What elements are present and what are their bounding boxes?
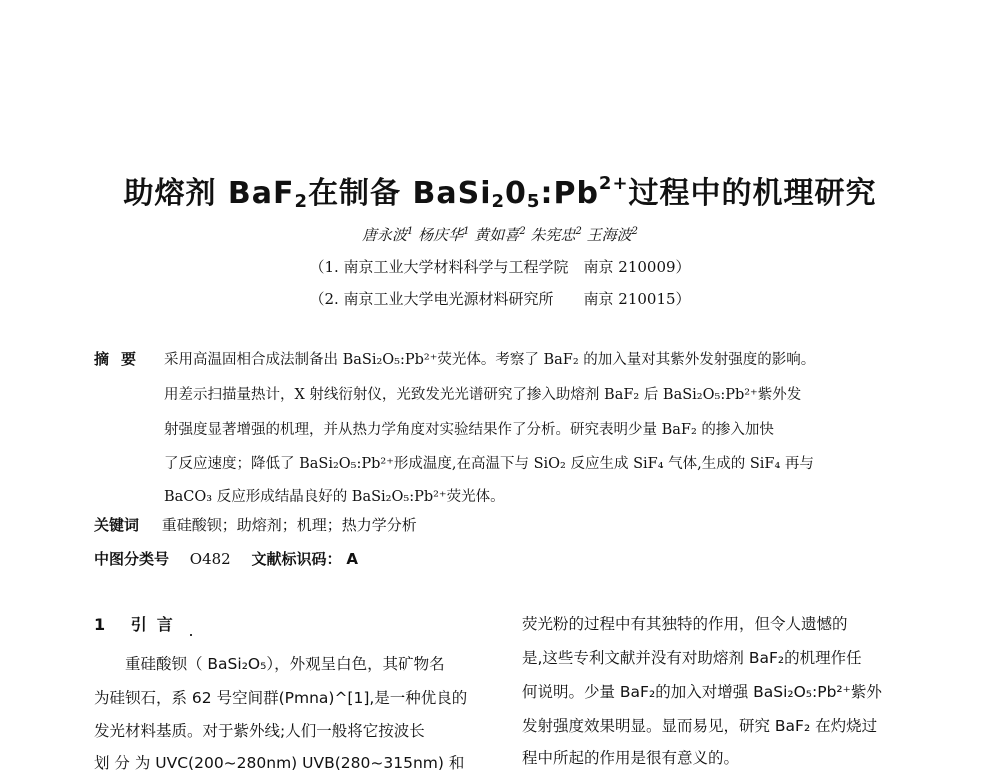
author-list: 唐永波$^1$ 杨庆华$^1$ 黄如喜$^2$ 朱宪忠$^2$ 王海波$^2$: [361, 226, 639, 244]
author-name: 唐永波: [361, 226, 407, 244]
author-name: 杨庆华: [418, 226, 464, 244]
abstract-line: 了反应速度；降低了 BaSi₂O₅:Pb²⁺形成温度,在高温下与 SiO₂ 反应生成 SiF₄ 气体,生成的 SiF₄ 再与: [164, 456, 814, 472]
author-name: 黄如喜: [474, 226, 520, 244]
abstract-line: BaCO₃ 反应形成结晶良好的 BaSi₂O₅:Pb²⁺荧光体。: [164, 489, 505, 505]
body-line-right: 是,这些专利文献并没有对助熔剂 BaF₂的机理作任: [522, 649, 862, 667]
body-line-right: 发射强度效果明显。显而易见，研究 BaF₂ 在灼烧过: [522, 717, 878, 735]
author-name: 朱宪忠: [530, 226, 576, 244]
author-name: 王海波: [586, 226, 632, 244]
keywords: [94, 514, 417, 535]
body-line-left: 重硅酸钡（ BaSi₂O₅），外观呈白色，其矿物名: [94, 655, 445, 673]
body-line-left: 为硅钡石，系 62 号空间群(Pmna)^[1],是一种优良的: [94, 689, 468, 707]
affiliation-1: （1. 南京工业大学材料科学与工程学院 南京 210009）: [309, 258, 691, 276]
body-line-right: 荧光粉的过程中有其独特的作用，但令人遗憾的: [522, 615, 848, 633]
abstract-label: 摘要: [94, 350, 149, 368]
classification-value: O482: [189, 550, 231, 568]
body-line-left: 划 分 为 UVC(200~280nm) UVB(280~315nm) 和: [94, 754, 465, 772]
keywords-value: 重硅酸钡；助熔剂；机理；热力学分析: [161, 516, 417, 534]
body-line-right: 程中所起的作用是很有意义的。: [522, 749, 740, 767]
stray-mark: [190, 634, 192, 636]
abstract-line: 射强度显著增强的机理，并从热力学角度对实验结果作了分析。研究表明少量 BaF₂ 的掺入加快: [164, 422, 774, 438]
abstract-line: 采用高温固相合成法制备出 BaSi₂O₅:Pb²⁺荧光体。考察了 BaF₂ 的加入量对其紫外发射强度的影响。: [164, 352, 816, 368]
classification-label: 中图分类号: [94, 550, 170, 568]
body-line-left: 发光材料基质。对于紫外线;人们一般将它按波长: [94, 722, 425, 740]
section-heading: 1 引言: [94, 615, 183, 634]
document-code-value: A: [346, 550, 358, 568]
document-code-label: 文献标识码：: [251, 550, 342, 568]
classification: [94, 548, 358, 569]
body-line-right: 何说明。少量 BaF₂的加入对增强 BaSi₂O₅:Pb²⁺紫外: [522, 683, 882, 701]
paper-title: 助熔剂 BaF$_2$在制备 $BaSi_20_5:Pb^{2+}$过程中的机理研究: [123, 173, 877, 212]
affiliation-2: （2. 南京工业大学电光源材料研究所 南京 210015）: [309, 290, 691, 308]
keywords-label: 关键词: [94, 516, 140, 534]
abstract-line: 用差示扫描量热计，X 射线衍射仪，光致发光光谱研究了掺入助熔剂 BaF₂ 后 BaSi₂O₅:Pb²⁺紫外发: [164, 387, 802, 403]
